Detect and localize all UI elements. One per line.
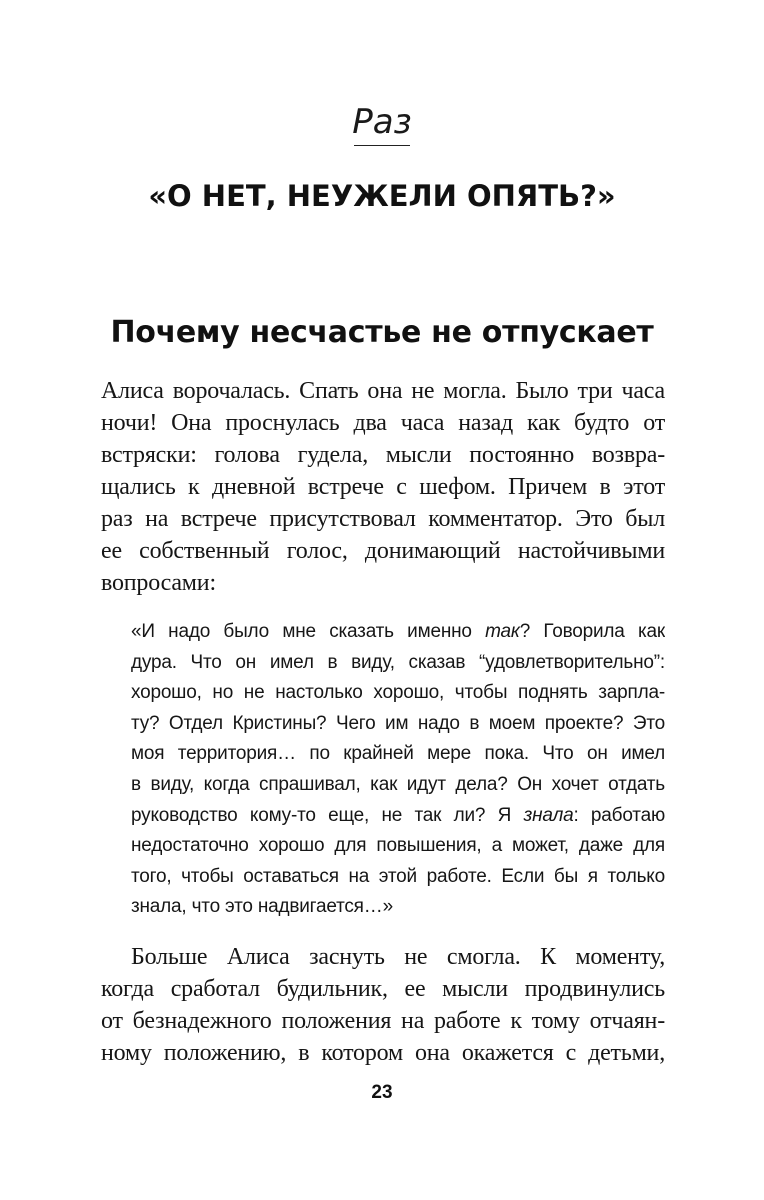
body-paragraph-2 xyxy=(101,941,665,1069)
text-line: от безнадежного положения на работе к тому отчаян- xyxy=(101,1008,665,1034)
quote-line: недостаточно хорошо для повышения, а может, даже для xyxy=(131,835,665,857)
page-number: 23 xyxy=(371,1082,393,1103)
quote-line: ту? Отдел Кристины? Чего им надо в моем проекте? Это xyxy=(131,712,665,734)
text-line: Больше Алиса заснуть не смогла. К моменту, xyxy=(131,944,665,970)
quote-line: того, чтобы оставаться на этой работе. Если бы я только xyxy=(131,865,665,887)
text-line: встряски: голова гудела, мысли постоянно возвра- xyxy=(101,442,665,468)
quote-line: моя территория… по крайней мере пока. Что он имел xyxy=(131,743,665,765)
chapter-label-underline xyxy=(354,145,410,146)
quote-line: знала, что это надвигается…» xyxy=(131,896,393,918)
quote-emphasis: так xyxy=(485,621,520,642)
quote-line: дура. Что он имел в виду, сказав “удовлетворительно”: xyxy=(131,651,665,673)
quote-text: : работаю xyxy=(573,804,665,826)
text-line: когда сработал будильник, ее мысли продвинулись xyxy=(101,976,665,1002)
quote-emphasis: знала xyxy=(523,804,574,826)
quote-line: хорошо, но не настолько хорошо, чтобы поднять зарпла- xyxy=(131,682,665,704)
text-line: вопросами: xyxy=(101,570,216,596)
text-line: ночи! Она проснулась два часа назад как будто от xyxy=(101,410,665,436)
quote-text: «И надо было мне сказать именно xyxy=(131,621,486,642)
text-line: ее собственный голос, донимающий настойчивыми xyxy=(101,538,665,564)
text-line: щались к дневной встрече с шефом. Причем в этот xyxy=(101,474,665,500)
quote-line xyxy=(131,617,665,648)
quote-line: в виду, когда спрашивал, как идут дела? Он хочет отдать xyxy=(131,773,665,795)
text-line: Алиса ворочалась. Спать она не могла. Было три часа xyxy=(101,378,665,404)
chapter-label: Раз xyxy=(352,102,412,142)
quote-text: руководство кому-то еще, не так ли? Я xyxy=(131,804,524,826)
block-quote xyxy=(131,617,665,923)
quote-text: ? Говорила как xyxy=(519,621,665,642)
section-title: Почему несчастье не отпускает xyxy=(110,315,654,350)
body-paragraph-1 xyxy=(101,375,665,599)
text-line: ному положению, в котором она окажется с детьми, xyxy=(101,1040,665,1066)
quote-line xyxy=(131,801,665,832)
chapter-title: «О НЕТ, НЕУЖЕЛИ ОПЯТЬ?» xyxy=(148,179,616,213)
text-line: раз на встрече присутствовал комментатор. Это был xyxy=(101,506,665,532)
